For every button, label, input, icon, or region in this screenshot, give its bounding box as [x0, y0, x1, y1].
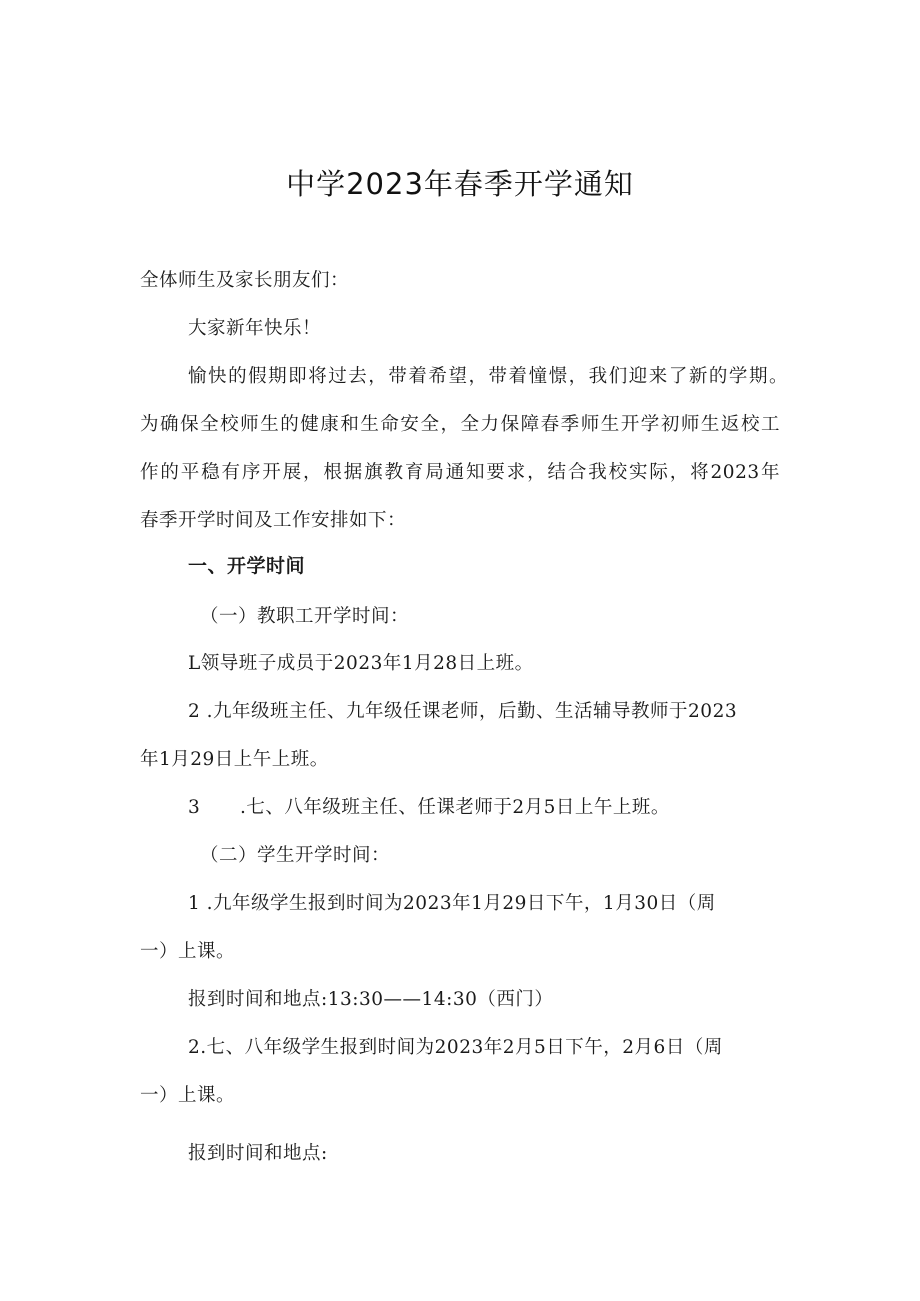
student-item-2-report: 报到时间和地点:	[188, 1143, 328, 1164]
intro-line-3: 作的平稳有序开展，根据旗教育局通知要求，结合我校实际，将2023年	[140, 462, 780, 483]
staff-item-1: L领导班子成员于2023年1月28日上班。	[188, 653, 534, 674]
staff-item-2-line-2: 年1月29日上午上班。	[140, 749, 329, 770]
student-item-2-line-1: 2.七、八年级学生报到时间为2023年2月5日下午，2月6日（周	[188, 1037, 723, 1058]
student-item-2-line-2: 一）上课。	[140, 1085, 236, 1106]
intro-line-2: 为确保全校师生的健康和生命安全，全力保障春季师生开学初师生返校工	[140, 414, 780, 435]
intro-line-1: 愉快的假期即将过去，带着希望，带着憧憬，我们迎来了新的学期。	[188, 366, 788, 387]
staff-item-3-number: 3	[188, 797, 201, 818]
staff-item-2-line-1: 2 .九年级班主任、九年级任课老师，后勤、生活辅导教师于2023	[188, 701, 738, 722]
document-title: 中学2023年春季开学通知	[286, 167, 634, 201]
greeting: 大家新年快乐！	[188, 318, 322, 339]
student-subheading: （二）学生开学时间：	[200, 845, 391, 866]
staff-subheading: （一）教职工开学时间：	[200, 606, 410, 627]
staff-item-3-text: .七、八年级班主任、任课老师于2月5日上午上班。	[240, 797, 670, 818]
section-heading-opening-time: 一、开学时间	[188, 555, 306, 577]
student-item-1-report: 报到时间和地点:13:30——14:30（西门）	[188, 989, 554, 1010]
salutation: 全体师生及家长朋友们：	[140, 270, 350, 291]
student-item-1-line-1: 1 .九年级学生报到时间为2023年1月29日下午，1月30日（周	[188, 893, 716, 914]
intro-line-4: 春季开学时间及工作安排如下：	[140, 510, 407, 531]
student-item-1-line-2: 一）上课。	[140, 941, 236, 962]
